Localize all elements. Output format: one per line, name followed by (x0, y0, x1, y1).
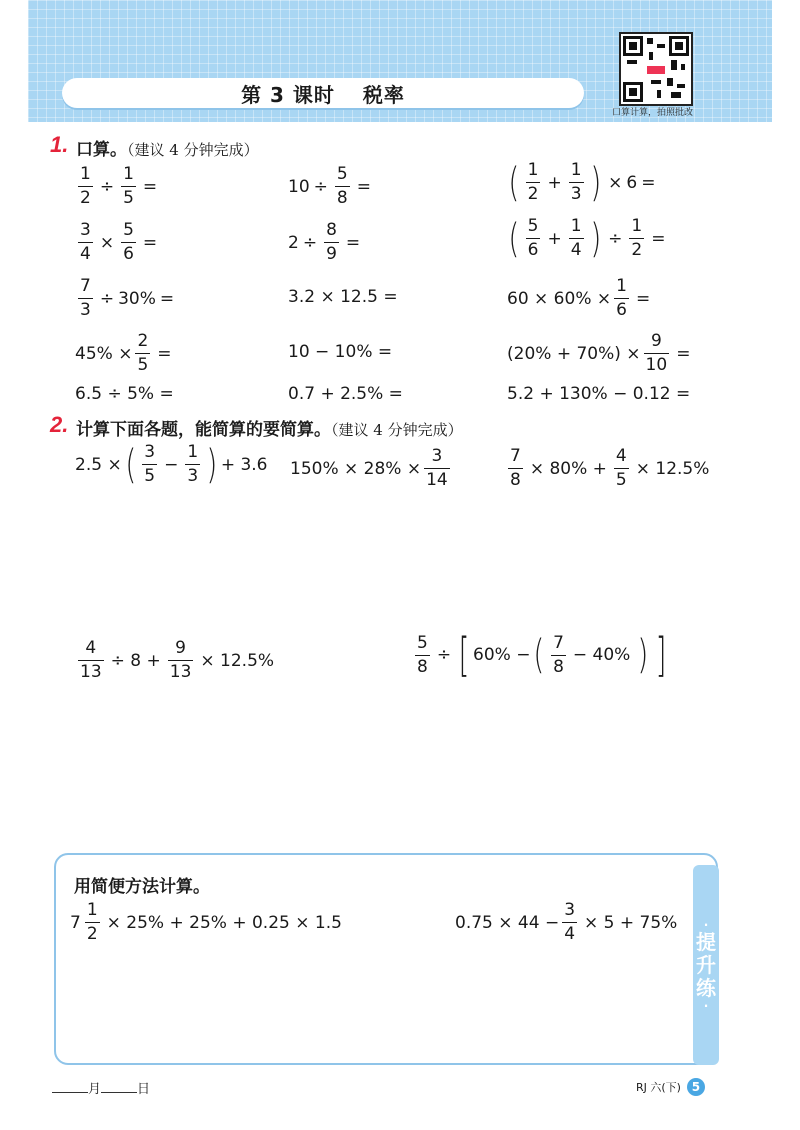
denominator: 9 (326, 244, 337, 264)
equals-sign: = (641, 172, 656, 193)
section-1-heading: 口算。 (76, 140, 127, 160)
divide-sign: ÷ (313, 176, 328, 197)
numerator: 4 (615, 446, 627, 466)
numerator: 7 (510, 446, 521, 466)
left-paren: ( (508, 159, 520, 206)
number: 2 (288, 232, 299, 253)
denominator: 2 (86, 924, 98, 944)
expression-text: 0.75 × 44 − (455, 912, 560, 933)
expr-r1c1 (75, 166, 161, 207)
numerator: 3 (564, 900, 576, 920)
expression-text: × 80% + (529, 458, 607, 479)
denominator: 10 (645, 355, 668, 375)
numerator: 3 (80, 220, 91, 240)
numerator: 2 (137, 331, 149, 351)
fraction (562, 902, 577, 943)
expression-text: 150% × 28% × (290, 458, 422, 479)
denominator: 3 (187, 466, 199, 486)
denominator: 8 (510, 470, 521, 490)
expression-text: 60% − (473, 645, 531, 665)
divide-sign: ÷ (608, 228, 623, 249)
qr-module (657, 90, 661, 98)
right-paren: ) (589, 159, 601, 206)
expr-s2c (505, 448, 713, 489)
expression-text: 2.5 × (75, 454, 122, 475)
equals-sign: = (356, 176, 371, 197)
percent-value: 30% (118, 288, 156, 309)
tab-char: 升 (696, 952, 716, 977)
numerator: 1 (187, 442, 199, 462)
expr-r4c3 (507, 333, 694, 374)
denominator: 5 (615, 470, 627, 490)
expr-r3c2 (288, 287, 398, 307)
page-footer (636, 1078, 705, 1096)
denominator: 2 (80, 188, 91, 208)
denominator: 5 (123, 188, 134, 208)
section-1-number: 1. (50, 132, 69, 157)
divide-sign: ÷ (302, 232, 318, 253)
denominator: 4 (564, 924, 576, 944)
expression-text: × 25% + 25% + 0.25 × 1.5 (106, 912, 342, 933)
fraction (85, 902, 100, 943)
numerator: 1 (527, 160, 539, 180)
whole-number: 7 (70, 912, 81, 933)
numerator: 5 (527, 216, 539, 236)
expr-r5c2 (288, 384, 403, 404)
page-number: 5 (687, 1078, 705, 1096)
denominator: 3 (570, 184, 582, 204)
day-blank[interactable] (101, 1082, 137, 1093)
qr-caption: 口算计算，拍照批改 (612, 108, 694, 118)
denominator: 14 (426, 470, 448, 490)
fraction (121, 166, 136, 207)
expr-r2c2 (288, 222, 364, 263)
left-bracket: [ (458, 628, 470, 682)
numerator: 9 (650, 331, 662, 351)
fraction (614, 448, 629, 489)
qr-code[interactable] (619, 32, 693, 106)
denominator: 13 (169, 662, 192, 682)
day-label: 日 (137, 1082, 151, 1097)
date-field (52, 1078, 150, 1097)
plus-sign: + (547, 172, 562, 193)
divide-sign: ÷ (99, 288, 115, 309)
expression-text: 10 − 10% = (288, 342, 393, 362)
numerator: 1 (123, 164, 134, 184)
number: 10 (288, 176, 310, 197)
expression-text: ÷ 8 + (110, 650, 161, 671)
numerator: 7 (553, 632, 564, 653)
times-sign: × (608, 172, 623, 193)
expression-text: 45% × (75, 343, 133, 364)
left-paren: ( (533, 632, 545, 678)
expr-b1 (70, 902, 346, 943)
denominator: 4 (570, 240, 582, 260)
expression-text: + 3.6 (220, 454, 268, 475)
section-2-heading: 计算下面各题，能简算的要简算。 (76, 420, 331, 440)
practice-side-tab (693, 865, 719, 1065)
expr-s2d (75, 640, 278, 681)
left-paren: ( (125, 441, 136, 488)
number: 6 (626, 172, 638, 193)
numerator: 5 (417, 632, 428, 653)
numerator: 3 (144, 442, 156, 462)
fraction (644, 333, 670, 374)
section-1-note: （建议 4 分钟完成） (127, 141, 259, 159)
right-paren: ) (637, 632, 649, 678)
qr-module (671, 92, 681, 98)
numerator: 1 (570, 216, 582, 236)
fraction (142, 444, 157, 485)
qr-finder (669, 36, 689, 56)
qr-module (667, 78, 673, 86)
left-paren: ( (508, 215, 520, 262)
denominator: 8 (417, 656, 428, 677)
equals-sign: = (142, 176, 158, 197)
denominator: 6 (123, 244, 134, 264)
expr-r4c1 (75, 333, 176, 374)
denominator: 13 (80, 662, 102, 682)
equals-sign: = (345, 232, 361, 253)
equals-sign: = (676, 343, 691, 364)
fraction (335, 166, 350, 207)
section-2-title (76, 415, 463, 440)
qr-module (677, 84, 685, 88)
denominator: 6 (616, 300, 627, 320)
lesson-number: 第 3 课时 (241, 82, 335, 107)
expr-r2c3 (505, 215, 669, 262)
expr-s2e (412, 628, 670, 682)
denominator: 2 (527, 184, 539, 204)
right-bracket: ] (655, 628, 667, 682)
divide-sign: ÷ (99, 176, 115, 197)
tab-char: 练 (696, 975, 716, 1000)
numerator: 1 (570, 160, 582, 180)
practice-box-title: 用简便方法计算。 (74, 877, 210, 897)
expression-text: 5.2 + 130% − 0.12 = (507, 384, 691, 404)
fraction (614, 278, 629, 319)
right-paren: ) (206, 441, 218, 488)
denominator: 5 (144, 466, 156, 486)
expression-text: × 12.5% (635, 458, 710, 479)
denominator: 3 (80, 300, 91, 320)
numerator: 5 (123, 220, 134, 240)
equals-sign: = (635, 288, 651, 309)
fraction (508, 448, 523, 489)
tab-char: 提 (696, 929, 716, 954)
expression-text: − 40% (572, 645, 631, 665)
expr-r5c3 (507, 384, 690, 404)
numerator: 3 (431, 446, 443, 466)
numerator: 9 (175, 638, 186, 658)
tab-dot: · (703, 917, 709, 932)
qr-finder (623, 82, 643, 102)
fraction (78, 640, 104, 681)
denominator: 5 (137, 355, 149, 375)
expr-r1c2 (288, 166, 375, 207)
qr-module (627, 60, 637, 64)
denominator: 8 (553, 656, 564, 677)
minus-sign: − (164, 454, 179, 475)
expr-r1c3 (505, 159, 659, 206)
expr-s2a (75, 441, 268, 488)
qr-module (657, 44, 665, 48)
denominator: 2 (631, 240, 643, 260)
qr-logo (647, 66, 665, 74)
fraction (569, 162, 584, 203)
expr-r5c1 (75, 384, 174, 404)
right-paren: ) (589, 215, 601, 262)
qr-module (681, 64, 685, 70)
numerator: 8 (326, 220, 337, 240)
equals-sign: = (651, 228, 666, 249)
numerator: 1 (631, 216, 643, 236)
equals-sign: = (159, 288, 175, 309)
lesson-title-bar (62, 78, 584, 108)
qr-module (649, 52, 653, 60)
expr-r2c1 (75, 222, 161, 263)
numerator: 1 (80, 164, 91, 184)
expression-text: × 5 + 75% (584, 912, 678, 933)
expression-text: 3.2 × 12.5 = (288, 287, 398, 307)
section-2-number: 2. (50, 412, 69, 437)
expr-b2 (455, 902, 681, 943)
fraction (629, 218, 644, 259)
expression-text: (20% + 70%) × (507, 343, 641, 364)
fraction (415, 632, 430, 677)
qr-module (651, 80, 661, 84)
numerator: 1 (616, 276, 627, 296)
fraction (121, 222, 136, 263)
fraction (324, 222, 339, 263)
fraction (78, 166, 93, 207)
section-1-title (76, 135, 259, 160)
numerator: 5 (336, 164, 348, 184)
expression-text: 0.7 + 2.5% = (288, 384, 403, 404)
numerator: 4 (85, 638, 97, 658)
expr-s2b (290, 448, 453, 489)
denominator: 6 (527, 240, 539, 260)
qr-module (671, 60, 677, 70)
book-label: RJ 六(下) (636, 1081, 681, 1094)
fraction (168, 640, 194, 681)
month-blank[interactable] (52, 1082, 88, 1093)
section-2-note: （建议 4 分钟完成） (331, 421, 463, 439)
fraction (551, 632, 566, 677)
qr-finder (623, 36, 643, 56)
expr-r4c2 (288, 342, 392, 362)
numerator: 1 (86, 900, 98, 920)
equals-sign: = (142, 232, 158, 253)
expr-r3c3 (507, 278, 654, 319)
denominator: 8 (336, 188, 348, 208)
denominator: 4 (80, 244, 91, 264)
fraction (569, 218, 584, 259)
times-sign: × (99, 232, 115, 253)
fraction (526, 162, 541, 203)
fraction (78, 278, 93, 319)
equals-sign: = (157, 343, 172, 364)
expression-text: × 12.5% (200, 650, 275, 671)
month-label: 月 (88, 1082, 102, 1097)
tab-dot: · (703, 998, 709, 1013)
expression-text: 60 × 60% × (507, 288, 612, 309)
plus-sign: + (547, 228, 562, 249)
fraction (526, 218, 541, 259)
numerator: 7 (80, 276, 91, 296)
lesson-topic: 税率 (362, 82, 405, 107)
qr-module (647, 38, 653, 44)
divide-sign: ÷ (436, 645, 452, 665)
expr-r3c1 (75, 278, 178, 319)
fraction (135, 333, 150, 374)
fraction (78, 222, 93, 263)
expression-text: 6.5 ÷ 5% = (75, 384, 174, 404)
fraction (424, 448, 450, 489)
fraction (185, 444, 200, 485)
